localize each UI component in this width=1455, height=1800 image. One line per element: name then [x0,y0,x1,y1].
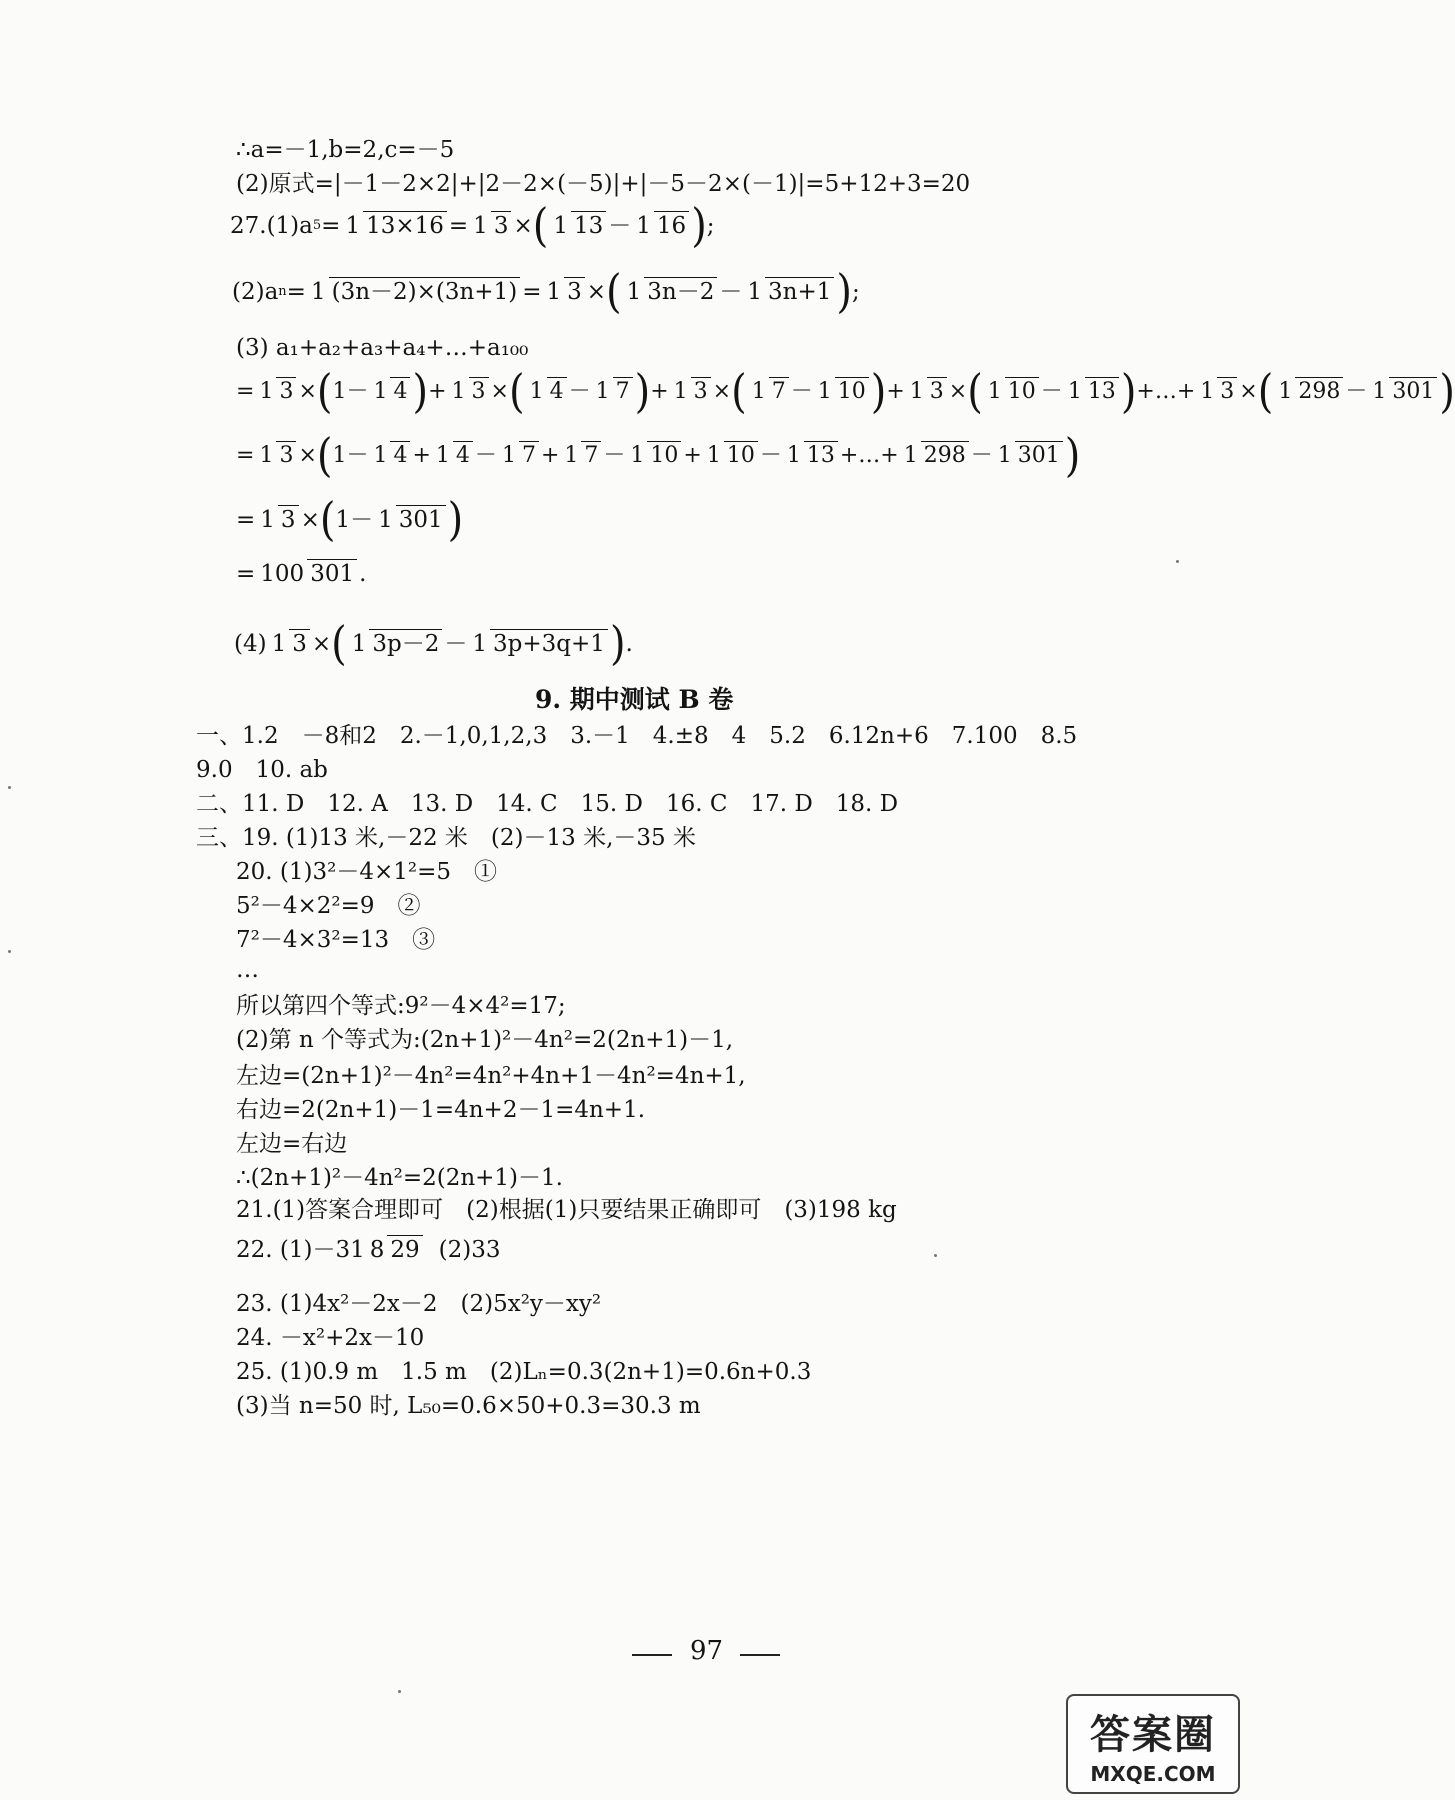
text-line: ∴a=－1,b=2,c=－5 [236,137,455,163]
text-line: 20. (1)3²－4×1²=5 ① [236,859,497,885]
fraction: 1 (3n－2)×(3n+1) [308,278,520,306]
text-line: (2)原式=|－1－2×2|+|2－2×(－5)|+|－5－2×(－1)|=5+12+3=20 [236,171,971,197]
text-line: 5²－4×2²=9 ② [236,893,421,919]
equation-line: (2)a n = 1 (3n－2)×(3n+1) = 1 3 × ( 1 3n－2 － 1 3n+1 ) ; [232,265,860,319]
text-line: 7²－4×3²=13 ③ [236,927,436,953]
scan-speck [934,1254,937,1257]
text-line: 三、19. (1)13 米,－22 米 (2)－13 米,－35 米 [196,825,696,851]
scan-speck [8,950,11,953]
fraction: 1 3 [470,212,511,240]
equation-line: (4) 1 3 × ( 1 3p－2 － 1 3p+3q+1 ) . [234,617,633,671]
fraction: 1 3n+1 [744,278,834,306]
text-line: … [236,957,259,983]
watermark-logo [1066,1694,1240,1794]
scan-speck [398,1690,401,1693]
text-line: 右边=2(2n+1)－1=4n+2－1=4n+1. [236,1097,646,1123]
fraction: 1 3n－2 [624,278,718,306]
equation-line: = 100 301 . [236,561,367,587]
equation-line: 22. (1)－31 8 29 (2)33 [236,1237,501,1263]
text-line: 一、1.2 －8和2 2.－1,0,1,2,3 3.－1 4.±8 4 5.2 6.12n+6 7.100 8.5 [196,723,1078,749]
text-line: 9.0 10. ab [196,757,328,783]
text-line: 24. －x²+2x－10 [236,1325,425,1351]
page-number-dash [740,1654,780,1656]
text-line: (2)第 n 个等式为:(2n+1)²－4n²=2(2n+1)－1, [236,1027,734,1053]
text-line: (3)当 n=50 时, L₅₀=0.6×50+0.3=30.3 m [236,1393,701,1419]
watermark-text: 答案圈 [1090,1711,1216,1758]
text-line: ∴(2n+1)²－4n²=2(2n+1)－1. [236,1165,563,1191]
fraction: 1 3 [543,278,584,306]
text-line: 25. (1)0.9 m 1.5 m (2)Lₙ=0.3(2n+1)=0.6n+0.3 [236,1359,812,1385]
scan-speck [8,786,11,789]
text-line: 21.(1)答案合理即可 (2)根据(1)只要结果正确即可 (3)198 kg [236,1197,897,1223]
fraction: 1 13 [550,212,606,240]
equation-line: = 1 3 × ( 1－ 1 301 ) [236,493,464,547]
equation-line: = 1 3 × ( 1－ 1 4 ) + 1 3 × ( 1 4 － 1 7 ) + 1 3 × ( 1 7 － 1 10 ) + 1 3 × ( 1 10 － 1 13 ) +…+ 1 3 × ( 1 298 － 1 301 ) [236,365,1455,419]
text-line: 二、11. D 12. A 13. D 14. C 15. D 16. C 17. D 18. D [196,791,899,817]
watermark-url: MXQE.COM [1090,1761,1216,1786]
equation-line: 27.(1)a 5 = 1 13×16 = 1 3 × ( 1 13 － 1 16 ) ; [230,199,715,253]
equation-line: = 1 3 × ( 1－ 1 4 + 1 4 － 1 7 + 1 7 － 1 10 + 1 10 － 1 13 +…+ 1 298 － 1 301 ) [236,429,1081,483]
page-number: 97 [690,1636,724,1666]
text-line: 所以第四个等式:9²－4×4²=17; [236,993,566,1019]
scan-speck [1176,560,1179,563]
text-line: 左边=右边 [236,1131,348,1157]
text-line: 左边=(2n+1)²－4n²=4n²+4n+1－4n²=4n+1, [236,1063,746,1089]
text-line: 23. (1)4x²－2x－2 (2)5x²y－xy² [236,1291,602,1317]
page-number-dash [632,1654,672,1656]
section-title: 9. 期中测试 B 卷 [535,685,734,714]
text-line: (3) a₁+a₂+a₃+a₄+…+a₁₀₀ [236,335,529,361]
fraction: 1 13×16 [342,212,446,240]
fraction: 1 16 [633,212,689,240]
